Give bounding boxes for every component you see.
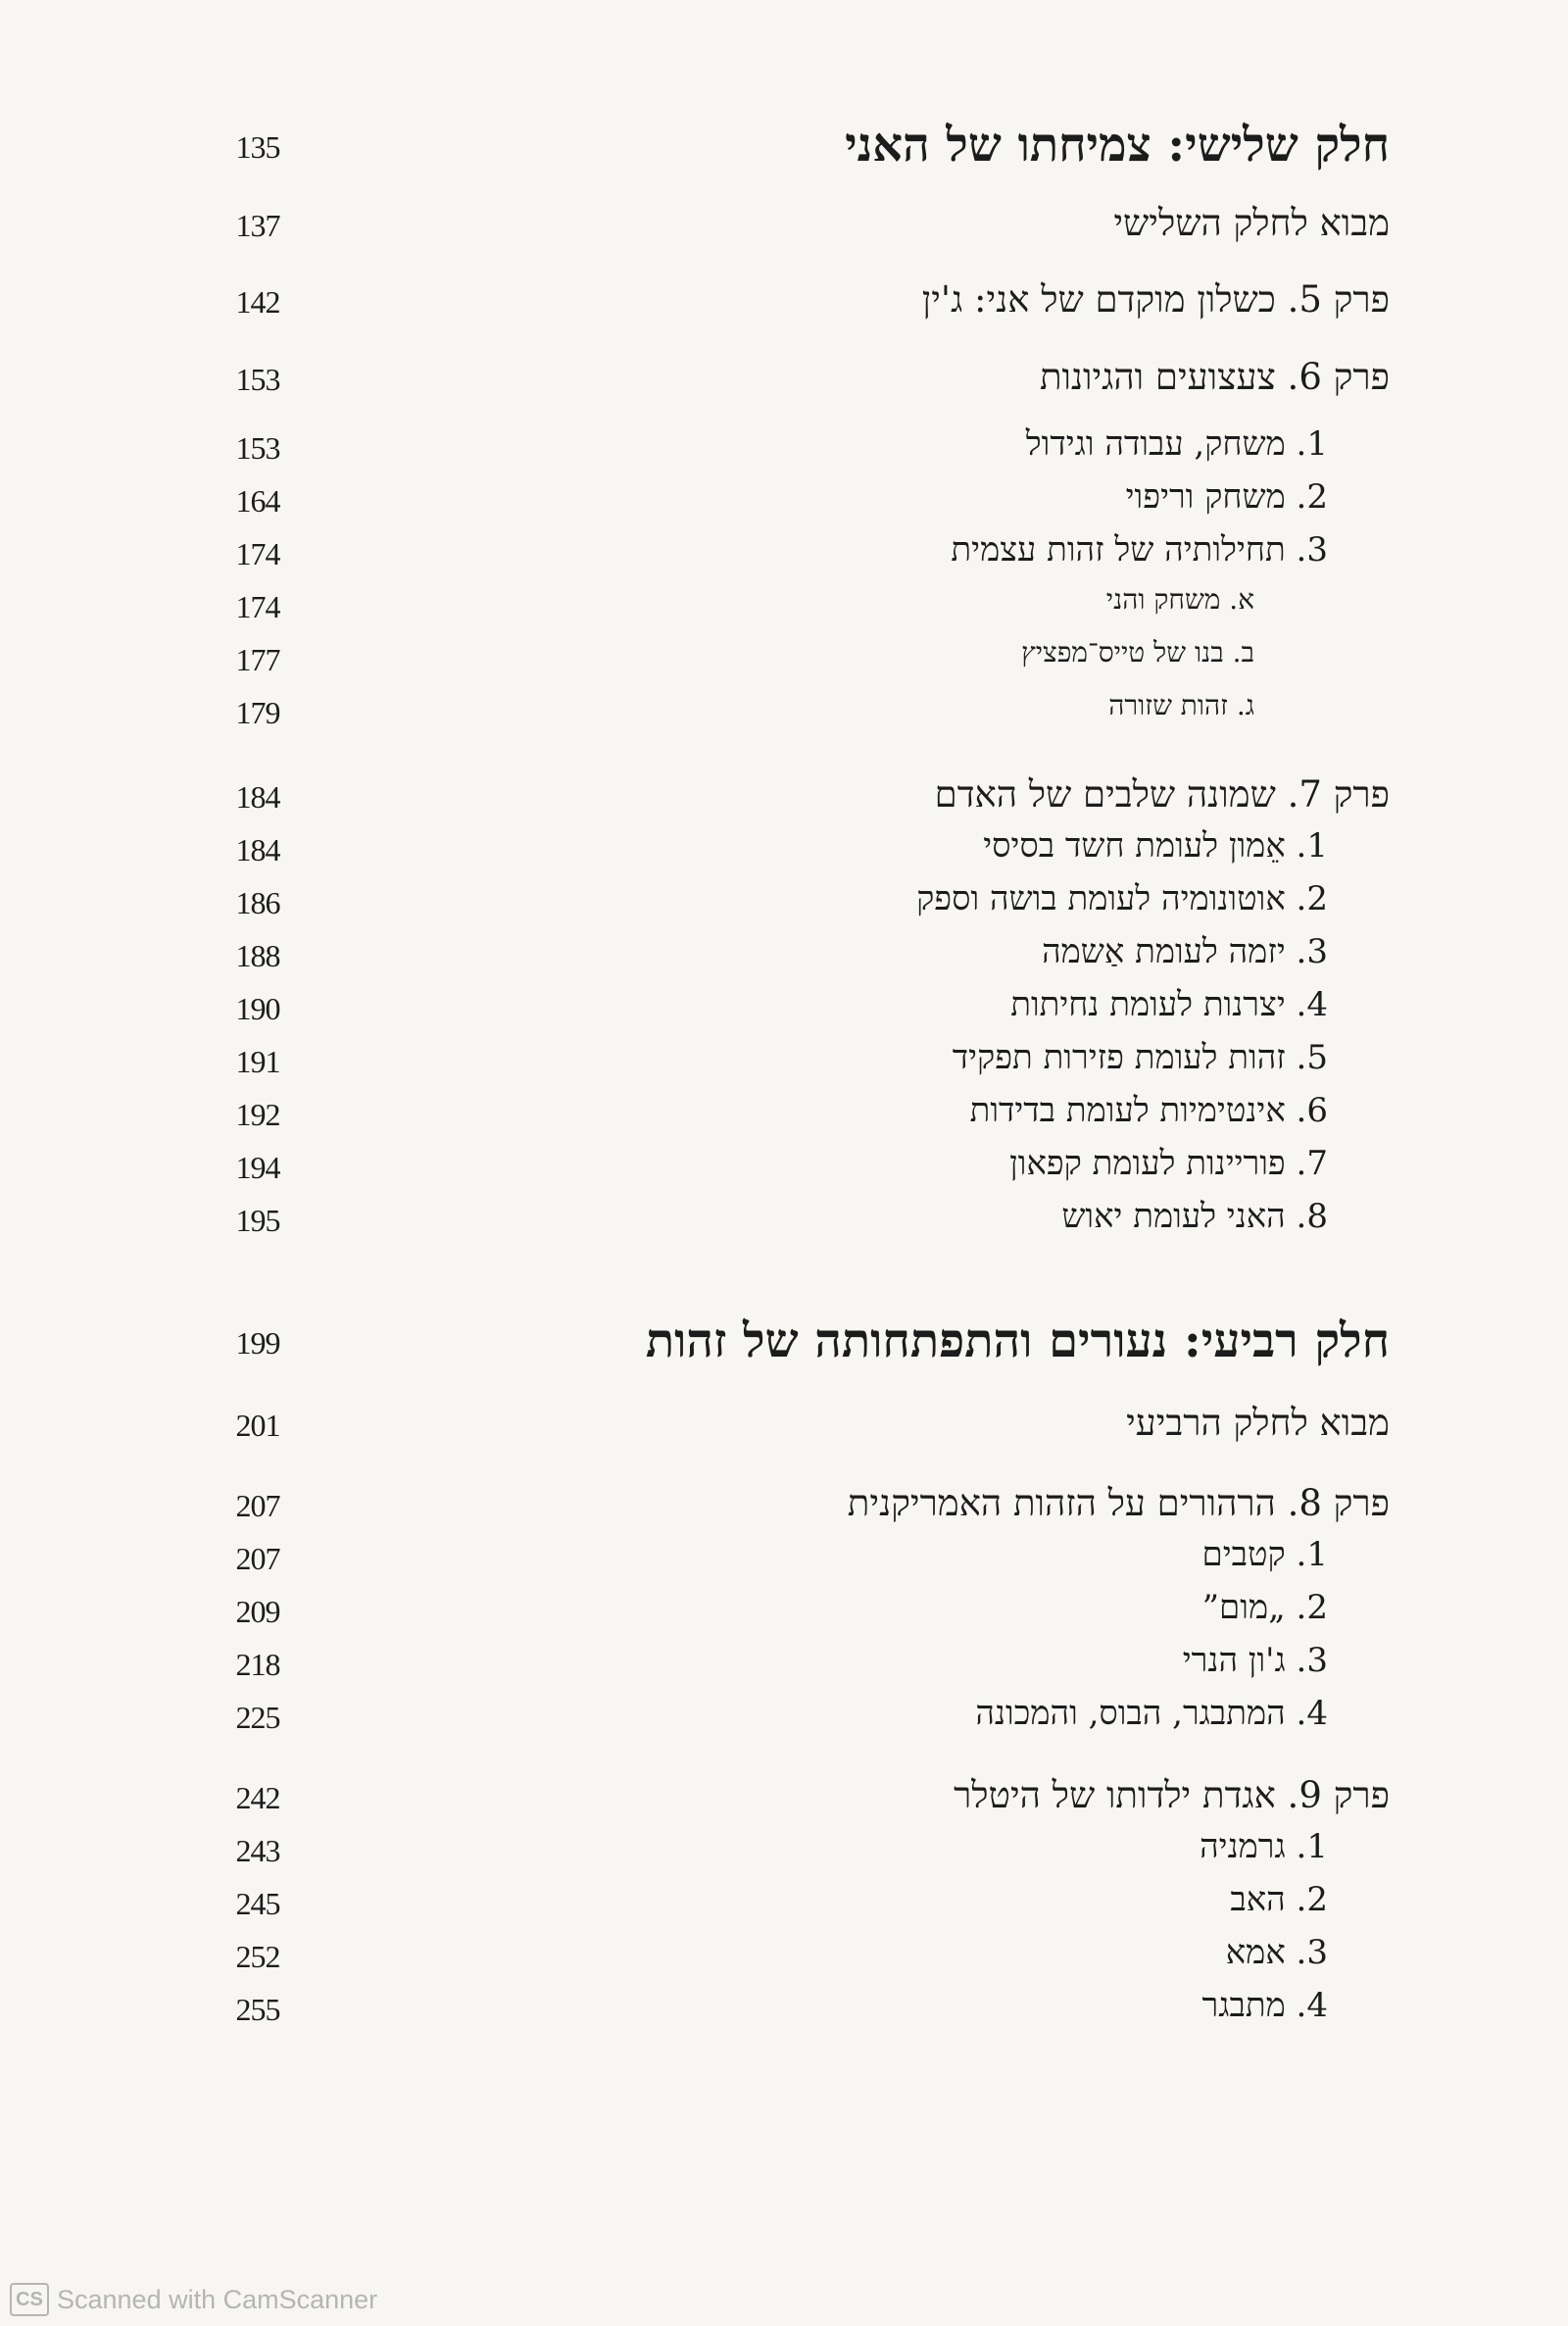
- toc-page-number: 184: [235, 832, 280, 867]
- toc-page-number: 179: [235, 695, 280, 730]
- toc-entry-title: 1. קטבים: [1201, 1535, 1328, 1574]
- toc-entry-title: מבוא לחלק השלישי: [1113, 202, 1390, 244]
- scanner-watermark: [10, 2283, 377, 2316]
- toc-entry-title: 4. יצרנות לעומת נחיתות: [1010, 985, 1328, 1024]
- toc-page-number: 245: [235, 1886, 280, 1921]
- toc-entry-title: חלק רביעי: נעורים והתפתחותה של זהות: [645, 1313, 1390, 1368]
- toc-page-number: 209: [235, 1594, 280, 1629]
- toc-entry-title: 2. „מום”: [1201, 1588, 1328, 1627]
- toc-page-number: 255: [235, 1992, 280, 2027]
- toc-page-number: 142: [235, 284, 280, 320]
- toc-entry-title: 2. האב: [1230, 1880, 1328, 1919]
- toc-page-number: 195: [235, 1203, 280, 1238]
- toc-page-number: 164: [235, 483, 280, 519]
- toc-page-number: 184: [235, 779, 280, 815]
- toc-entry-title: פרק 8. הרהורים על הזהות האמריקנית: [847, 1482, 1390, 1524]
- toc-entry-title: 3. ג'ון הנרי: [1182, 1641, 1328, 1680]
- toc-entry-title: 4. המתבגר, הבוס, והמכונה: [975, 1694, 1328, 1733]
- toc-page-number: 177: [235, 642, 280, 677]
- toc-page-number: 135: [235, 129, 280, 165]
- toc-page-number: 242: [235, 1780, 280, 1815]
- toc-page-number: 190: [235, 991, 280, 1026]
- toc-entry-title: 7. פוריינות לעומת קפאון: [1009, 1144, 1328, 1183]
- toc-page-number: 243: [235, 1833, 280, 1868]
- toc-page-number: 207: [235, 1488, 280, 1523]
- toc-page-number: 153: [235, 362, 280, 397]
- toc-entry-title: פרק 9. אגדת ילדותו של היטלר: [954, 1774, 1390, 1816]
- toc-entry-title: 6. אינטימיות לעומת בדידות: [969, 1091, 1328, 1130]
- toc-entry-title: פרק 7. שמונה שלבים של האדם: [934, 773, 1390, 816]
- toc-page-number: 188: [235, 938, 280, 973]
- toc-entry-title: 4. מתבגר: [1201, 1986, 1328, 2025]
- toc-page-number: 252: [235, 1939, 280, 1974]
- toc-entry-title: ב. בנו של טייס־מפציץ: [1021, 636, 1254, 668]
- toc-entry-title: 5. זהות לעומת פזירות תפקיד: [952, 1038, 1328, 1077]
- toc-entry-title: 2. אוטונומיה לעומת בושה וספק: [916, 879, 1328, 918]
- watermark-text: Scanned with CamScanner: [57, 2284, 378, 2314]
- toc-entry-title: א. משחק והני: [1105, 583, 1254, 616]
- toc-page-number: 186: [235, 885, 280, 920]
- toc-page-number: 201: [235, 1408, 280, 1443]
- toc-entry-title: 3. אמא: [1225, 1933, 1328, 1972]
- toc-page-number: 191: [235, 1044, 280, 1079]
- toc-entry-title: 3. יזמה לעומת אַשמה: [1042, 932, 1328, 971]
- toc-page-number: 199: [235, 1325, 280, 1361]
- toc-page-number: 194: [235, 1150, 280, 1185]
- toc-entry-title: 1. אֵמון לעומת חשד בסיסי: [983, 826, 1328, 866]
- toc-entry-title: 3. תחילותיה של זהות עצמית: [951, 530, 1328, 569]
- toc-entry-title: מבוא לחלק הרביעי: [1126, 1402, 1390, 1444]
- toc-entry-title: פרק 6. צעצועים והגיונות: [1039, 356, 1390, 398]
- toc-page-number: 137: [235, 208, 280, 243]
- toc-entry-title: 2. משחק וריפוי: [1125, 477, 1328, 517]
- toc-entry-title: 8. האני לעומת יאוש: [1061, 1197, 1328, 1236]
- toc-page-number: 174: [235, 536, 280, 571]
- toc-entry-title: 1. גרמניה: [1200, 1827, 1328, 1866]
- toc-entry-title: ג. זהות שזורה: [1108, 689, 1254, 721]
- toc-page-number: 225: [235, 1700, 280, 1735]
- camscanner-logo-icon: CS: [10, 2283, 49, 2316]
- toc-page-number: 153: [235, 430, 280, 466]
- toc-page-number: 207: [235, 1541, 280, 1576]
- toc-entry-title: פרק 5. כשלון מוקדם של אני: ג'ין: [921, 278, 1390, 321]
- toc-page-number: 174: [235, 589, 280, 624]
- toc-entry-title: חלק שלישי: צמיחתו של האני: [845, 118, 1390, 173]
- toc-page-number: 192: [235, 1097, 280, 1132]
- toc-entry-title: 1. משחק, עבודה וגידול: [1025, 424, 1328, 464]
- toc-page-number: 218: [235, 1647, 280, 1682]
